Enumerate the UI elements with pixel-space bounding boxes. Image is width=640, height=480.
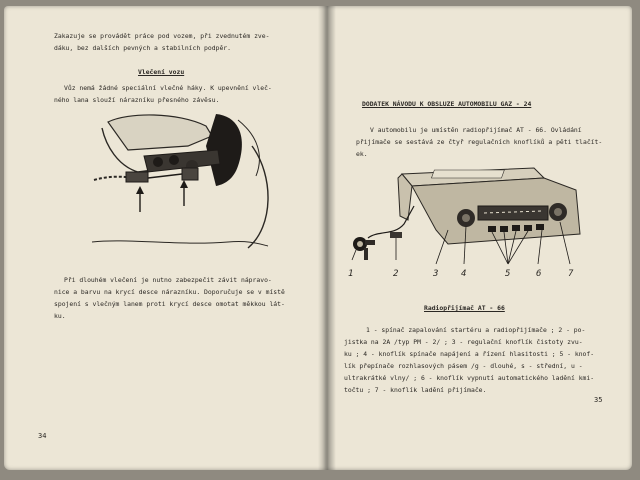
right-intro-line: přijímače se sestává ze čtyř regulačních knoflíků a pěti tlačít- xyxy=(356,138,603,146)
figure-label-5: 5 xyxy=(505,269,511,279)
left-bottom-line: spojení s vlečným lanem proti krycí desce omotat měkkou lát- xyxy=(54,300,285,308)
left-intro-line: dáku, bez dalších pevných a stabilních podpěr. xyxy=(54,44,231,52)
left-section-line: ného lana slouží nárazníku přesného závěsu. xyxy=(54,96,220,104)
left-page-number: 34 xyxy=(38,432,47,440)
left-intro-line: Zakazuje se provádět práce pod vozem, při zvednutém zve- xyxy=(54,32,270,40)
book-gutter xyxy=(318,6,336,470)
left-bottom-line: nice a barvu na krycí desce nárazníku. Doporučuje se v místě xyxy=(54,288,285,296)
figure-label-2: 2 xyxy=(393,269,399,279)
right-page-title: DODATEK NÁVODU K OBSLUZE AUTOMOBILU GAZ - 24 xyxy=(362,100,532,108)
right-page-number: 35 xyxy=(594,396,603,404)
right-intro-line: ek. xyxy=(356,150,368,158)
figure-label-6: 6 xyxy=(536,269,542,279)
right-legend-line: 1 - spínač zapalování startéru a radiopřijímače ; 2 - po- xyxy=(366,326,586,334)
left-bottom-line: ku. xyxy=(54,312,66,320)
right-legend-line: točtu ; 7 - knoflík ladění přijímače. xyxy=(344,386,487,394)
right-subtitle: Radiopřijímač AT - 66 xyxy=(424,304,505,312)
right-intro-line: V automobilu je umístěn radiopřijímač AT - 66. Ovládání xyxy=(370,126,582,134)
right-legend-line: lík přepínače rozhlasových pásem /g - dlouhé, s - střední, u - xyxy=(344,362,583,370)
figure-label-3: 3 xyxy=(433,269,439,279)
towing-hook-illustration xyxy=(88,106,278,252)
right-legend-line: ku ; 4 - knoflík spínače napájení a řízení hlasitosti ; 5 - knof- xyxy=(344,350,595,358)
figure-label-7: 7 xyxy=(568,269,574,279)
left-section-title: Vlečení vozu xyxy=(138,68,185,76)
left-bottom-line: Při dlouhém vlečení je nutno zabezpečit závit nápravo- xyxy=(64,276,272,284)
left-section-line: Vůz nemá žádné speciální vlečné háky. K upevnění vleč- xyxy=(64,84,272,92)
figure-label-1: 1 xyxy=(348,269,354,279)
right-legend-line: jistka na 2A /typ PM - 2/ ; 3 - regulační knoflík čistoty zvu- xyxy=(344,338,583,346)
figure-label-4: 4 xyxy=(461,269,467,279)
right-legend-line: ultrakrátké vlny/ ; 6 - knoflík vypnutí automatického ladění kmi- xyxy=(344,374,595,382)
